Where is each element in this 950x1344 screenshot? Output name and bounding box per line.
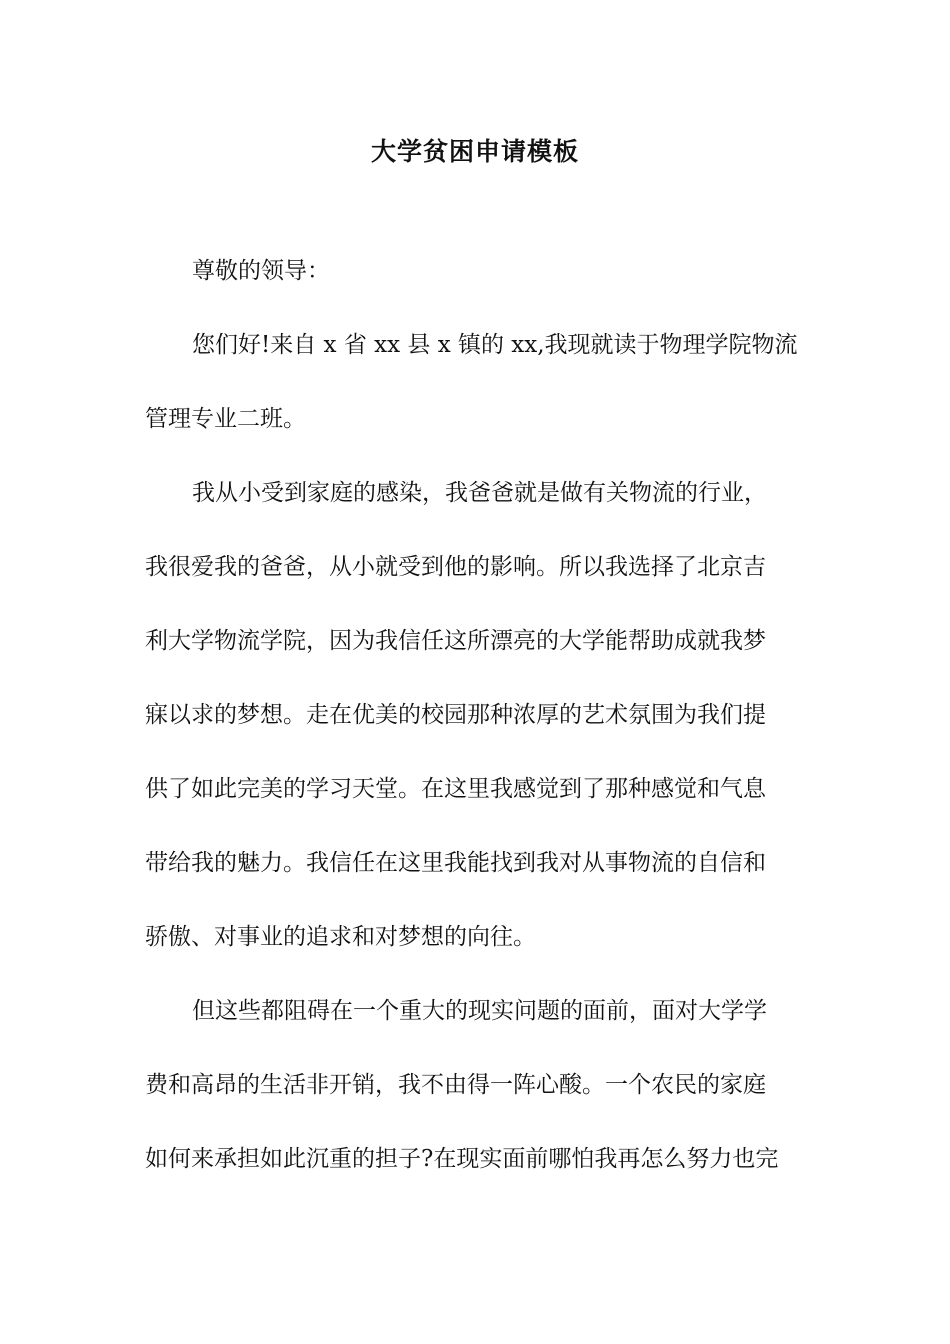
- document-title: 大学贫困申请模板: [370, 137, 579, 166]
- paragraph-line: 利大学物流学院，因为我信任这所漂亮的大学能帮助成就我梦: [145, 628, 766, 654]
- paragraph-line: 寐以求的梦想。走在优美的校园那种浓厚的艺术氛围为我们提: [145, 702, 766, 728]
- paragraph-background: [145, 475, 805, 956]
- paragraph-line: 供了如此完美的学习天堂。在这里我感觉到了那种感觉和气息: [145, 776, 766, 802]
- paragraph-difficulty: [145, 993, 805, 1178]
- paragraph-line: 我很爱我的爸爸，从小就受到他的影响。所以我选择了北京吉: [145, 554, 766, 580]
- paragraph-salutation: [145, 253, 805, 290]
- paragraph-line: 尊敬的领导：: [192, 258, 330, 284]
- paragraph-introduction: [145, 327, 805, 438]
- paragraph-line: 但这些都阻碍在一个重大的现实问题的面前，面对大学学: [192, 998, 767, 1024]
- paragraph-line: 管理专业二班。: [145, 406, 306, 432]
- paragraph-line: 带给我的魅力。我信任在这里我能找到我对从事物流的自信和: [145, 850, 766, 876]
- document-body: [145, 253, 805, 1215]
- paragraph-line: 我从小受到家庭的感染，我爸爸就是做有关物流的行业，: [192, 480, 767, 506]
- paragraph-line: 您们好!来自 x 省 xx 县 x 镇的 xx,我现就读于物理学院物流: [192, 332, 798, 358]
- paragraph-line: 费和高昂的生活非开销，我不由得一阵心酸。一个农民的家庭: [145, 1072, 766, 1098]
- paragraph-line: 骄傲、对事业的追求和对梦想的向往。: [145, 924, 536, 950]
- paragraph-line: 如何来承担如此沉重的担子?在现实面前哪怕我再怎么努力也完: [145, 1146, 779, 1172]
